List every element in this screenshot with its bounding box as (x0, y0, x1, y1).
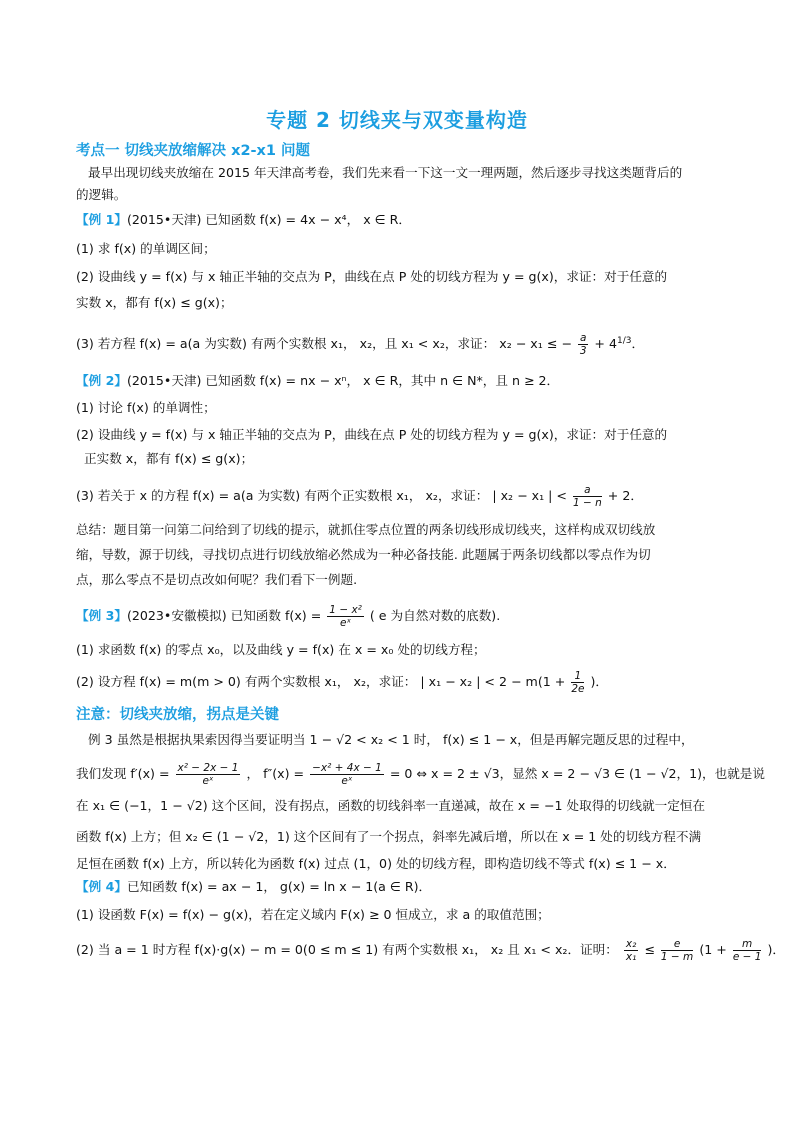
example-1-q3-end: ． (631, 336, 645, 352)
example-4-label: 【例 4】 (76, 879, 127, 894)
example-4-q1: (1) 设函数 F(x) = f(x) − g(x)，若在定义域内 F(x) ≥ 0 恒成立，求 a 的取值范围； (76, 907, 550, 922)
note-heading: 注意：切线夹放缩，拐点是关键 (76, 707, 279, 723)
example-3-statement: (2023•安徽模拟) 已知函数 f(x) = (126, 608, 322, 623)
example-2-label: 【例 2】 (76, 373, 127, 388)
summary-line-2: 缩，导数，源于切线，寻找切点进行切线放缩必然成为一种必备技能. 此题属于两条切线都以零点作为切 (76, 547, 651, 562)
example-4-q2-tail: )． (767, 942, 785, 957)
fraction-denominator: e − 1 (732, 951, 762, 963)
fraction-numerator: a (573, 484, 602, 497)
note-line-4: 函数 f(x) 上方；但 x₂ ∈ (1 − √2，1) 这个区间有了一个拐点，斜率先减后增，所以在 x = 1 处的切线方程不满 (76, 829, 702, 844)
section-heading-1: 考点一 切线夹放缩解决 x2-x1 问题 (76, 143, 311, 159)
example-1-q3-tail: + 4 (594, 336, 617, 352)
fraction-numerator: 1 − x² (329, 604, 362, 616)
note-line-2-mid: ， f″(x) = (246, 766, 305, 781)
example-3-head (76, 604, 726, 629)
fraction-denominator: 1 − n (572, 497, 602, 509)
example-3-q2 (76, 670, 726, 695)
example-1-q3-fraction (578, 332, 588, 357)
example-3-label: 【例 3】 (76, 608, 127, 623)
example-1-head (76, 211, 726, 229)
note-line-3: 在 x₁ ∈ (−1，1 − √2) 这个区间，没有拐点，函数的切线斜率一直递减，故在 x = −1 处取得的切线就一定恒在 (76, 798, 706, 813)
example-3-statement-tail: ( e 为自然对数的底数). (369, 608, 501, 623)
example-4-q2-text: (2) 当 a = 1 时方程 f(x)·g(x) − m = 0(0 ≤ m ≤ 1) 有两个实数根 x₁， x₂ 且 x₁ < x₂．证明： (76, 942, 618, 957)
example-3-q2-fraction (571, 670, 584, 695)
example-4-statement: 已知函数 f(x) = ax − 1， g(x) = ln x − 1(a ∈ R)． (126, 879, 432, 894)
intro-line-2: 的逻辑。 (76, 187, 127, 202)
example-3-q2-tail: )． (590, 674, 608, 689)
note-fraction-2 (310, 762, 384, 787)
example-4-fraction-3 (733, 938, 762, 963)
intro-line-1: 最早出现切线夹放缩在 2015 年天津高考卷，我们先来看一下这一文一理两题，然后逐步寻找这类题背后的 (88, 165, 683, 180)
example-1-q3-text: (3) 若方程 f(x) = a(a 为实数) 有两个实数根 x₁， x₂，且 x₁ < x₂，求证： x₂ − x₁ ≤ − (76, 336, 572, 352)
note-line-2-text: 我们发现 f′(x) = (76, 766, 170, 781)
example-4-q2-mid2: (1 + (699, 942, 727, 957)
example-2-q3-tail: + 2． (607, 488, 643, 503)
example-3-q1: (1) 求函数 f(x) 的零点 x₀，以及曲线 y = f(x) 在 x = x₀ 处的切线方程； (76, 642, 486, 657)
example-1-q3 (76, 332, 726, 357)
note-line-1: 例 3 虽然是根据执果索因得当要证明当 1 − √2 < x₂ < 1 时， f(x) ≤ 1 − x，但是再解完题反思的过程中， (88, 732, 694, 747)
page-title: 专题 2 切线夹与双变量构造 (266, 108, 528, 132)
fraction-denominator: 1 − m (660, 951, 694, 963)
note-line-2 (76, 762, 765, 787)
example-2-q3-fraction (573, 484, 602, 509)
fraction-numerator: 1 (571, 670, 584, 683)
fraction-denominator: x₁ (625, 951, 637, 963)
example-2-head (76, 372, 726, 390)
fraction-numerator: x² − 2x − 1 (177, 762, 239, 774)
fraction-numerator: −x² + 4x − 1 (312, 762, 382, 774)
summary-line-3: 点，那么零点不是切点改如何呢？我们看下一例题. (76, 572, 358, 587)
fraction-denominator: 2e (571, 683, 585, 695)
note-fraction-1 (176, 762, 241, 787)
example-1-q1: (1) 求 f(x) 的单调区间； (76, 241, 216, 256)
example-1-label: 【例 1】 (76, 212, 127, 227)
example-4-fraction-2 (661, 938, 693, 963)
example-4-q2 (76, 938, 785, 963)
note-line-2-tail: = 0 ⇔ x = 2 ± √3，显然 x = 2 − √3 ∈ (1 − √2，1)，也就是说 (389, 766, 765, 781)
example-2-q3 (76, 484, 726, 509)
fraction-numerator: a (579, 332, 587, 345)
example-4-head (76, 878, 726, 896)
example-2-statement: (2015•天津) 已知函数 f(x) = nx − xⁿ， x ∈ R，其中 n ∈ N*，且 n ≥ 2． (126, 373, 560, 388)
example-4-q2-mid: ≤ (644, 942, 655, 957)
example-3-fraction (327, 604, 364, 629)
fraction-numerator: e (661, 938, 693, 951)
fraction-denominator: eˣ (202, 775, 214, 787)
example-1-statement: (2015•天津) 已知函数 f(x) = 4x − x⁴， x ∈ R． (126, 212, 411, 227)
example-2-q2a: (2) 设曲线 y = f(x) 与 x 轴正半轴的交点为 P，曲线在点 P 处的切线方程为 y = g(x)，求证：对于任意的 (76, 427, 668, 442)
example-2-q1: (1) 讨论 f(x) 的单调性； (76, 400, 216, 415)
example-4-fraction-1 (624, 938, 638, 963)
example-2-q2b: 正实数 x，都有 f(x) ≤ g(x)； (84, 451, 254, 466)
example-1-q2b: 实数 x，都有 f(x) ≤ g(x)； (76, 295, 233, 310)
example-3-q2-text: (2) 设方程 f(x) = m(m > 0) 有两个实数根 x₁， x₂，求证： | x₁ − x₂ | < 2 − m(1 + (76, 674, 566, 689)
example-1-q2a: (2) 设曲线 y = f(x) 与 x 轴正半轴的交点为 P，曲线在点 P 处的切线方程为 y = g(x)，求证：对于任意的 (76, 269, 668, 284)
example-1-q3-exponent: 1/3 (616, 336, 632, 346)
fraction-numerator: m (733, 938, 762, 951)
example-2-q3-text: (3) 若关于 x 的方程 f(x) = a(a 为实数) 有两个正实数根 x₁， x₂，求证： | x₂ − x₁ | < (76, 488, 567, 503)
summary-line-1: 总结：题目第一问第二问给到了切线的提示，就抓住零点位置的两条切线形成切线夹，这样构成双切线放 (76, 522, 656, 537)
fraction-denominator: 3 (579, 345, 587, 358)
note-line-5: 足恒在函数 f(x) 上方，所以转化为函数 f(x) 过点 (1，0) 处的切线方程，即构造切线不等式 f(x) ≤ 1 − x． (76, 856, 676, 871)
fraction-denominator: eˣ (341, 775, 353, 787)
fraction-numerator: x₂ (625, 938, 637, 950)
fraction-denominator: eˣ (340, 617, 352, 629)
